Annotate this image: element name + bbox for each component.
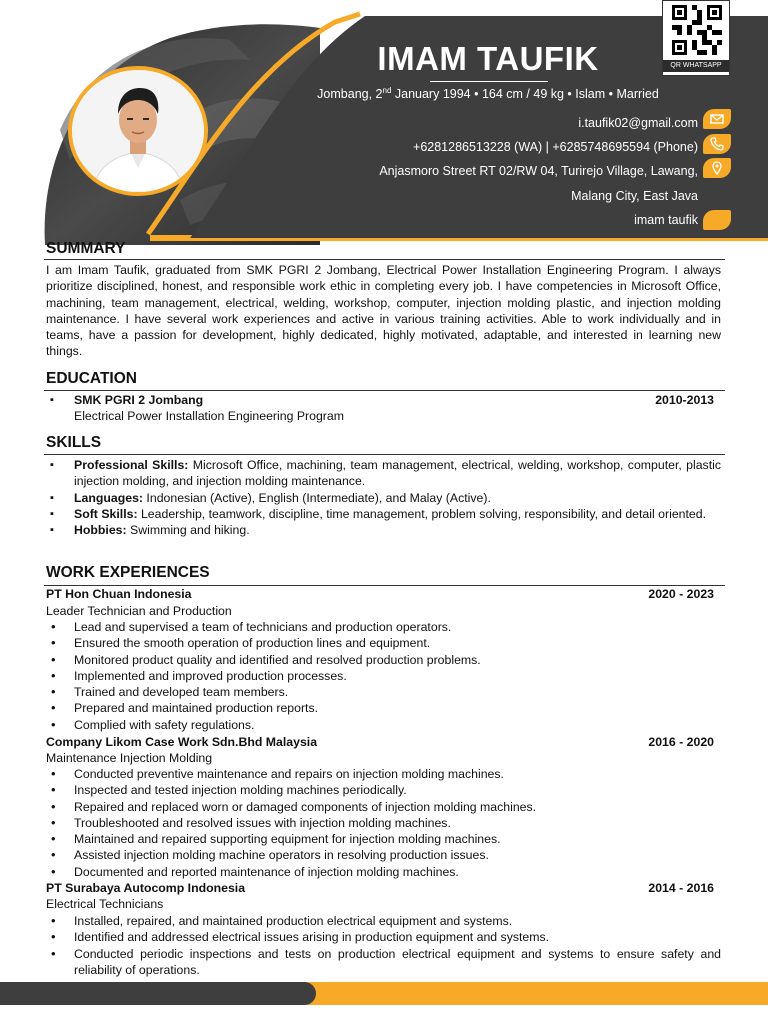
skill-text: Indonesian (Active), English (Intermediate), and Malay (Active).: [143, 490, 491, 505]
skills-list: [46, 457, 721, 538]
job-years: 2014 - 2016: [648, 881, 714, 895]
duty-item: • Troubleshooted and resolved issues with injection molding machines.: [46, 815, 721, 831]
skill-label: Soft Skills:: [74, 506, 138, 521]
skill-label: Professional Skills:: [74, 458, 189, 472]
education-heading: EDUCATION: [46, 370, 137, 387]
job-role: Electrical Technicians: [46, 897, 164, 911]
birth-sup: nd: [382, 86, 392, 95]
phone-text[interactable]: +6281286513228 (WA) | +6285748695594 (Phone): [413, 140, 698, 154]
skill-item: [46, 490, 721, 506]
company-name: PT Surabaya Autocomp Indonesia: [46, 881, 246, 895]
summary-text: I am Imam Taufik, graduated from SMK PGRI 2 Jombang, Electrical Power Installation Engineering Program. I always prioritize disciplined, honest, and responsible work ethic in completing every job. I have competencies in Microsoft Office, machining, team management, electrical, welding, workshop, computer, injection molding plastic, and injection molding maintenance. I have several work experiences and active in various training activities. Able to work individually and in teams, have a passion for development, highly dedicated, highly motivated, adaptable, and interested in learning new things.: [46, 263, 721, 359]
email-icon: [703, 109, 731, 129]
duty-item: • Conducted preventive maintenance and repairs on injection molding machines.: [46, 766, 721, 782]
duty-item: • Installed, repaired, and maintained production electrical equipment and systems.: [46, 913, 721, 929]
phone-icon: [703, 134, 731, 154]
address-line1: Anjasmoro Street RT 02/RW 04, Turirejo Village, Lawang,: [379, 164, 698, 178]
profile-photo: [68, 66, 208, 196]
personal-details: January 1994 • 164 cm / 49 kg • Islam • Married: [391, 87, 659, 102]
duty-item: • Documented and reported maintenance of injection molding machines.: [46, 864, 721, 880]
skill-label: Hobbies:: [74, 523, 127, 538]
job-role: Leader Technician and Production: [46, 604, 232, 618]
social-icon: [703, 210, 731, 230]
qr-code[interactable]: [662, 0, 730, 76]
company-name: PT Hon Chuan Indonesia: [46, 587, 192, 601]
skill-item: [46, 457, 721, 490]
social-handle[interactable]: imam taufik: [634, 213, 698, 227]
location-pin-icon: [703, 158, 731, 178]
job-header: [46, 586, 714, 602]
education-item: [46, 392, 721, 408]
job-duties: [46, 619, 721, 733]
duty-item: • Implemented and improved production processes.: [46, 668, 721, 684]
duty-item: • Identified and addressed electrical issues arising in production equipment and systems.: [46, 929, 721, 945]
education-program: Electrical Power Installation Engineering Program: [74, 409, 344, 423]
duty-item: • Inspected and tested injection molding machines periodically.: [46, 782, 721, 798]
birth-place: Jombang, 2: [317, 87, 383, 102]
skill-text: Microsoft Office, machining, team management, electrical, welding, workshop, computer, plastic injection molding, and injection molding maintenance.: [74, 458, 721, 489]
qr-label: QR WHATSAPP: [663, 60, 729, 72]
skills-heading: SKILLS: [46, 434, 102, 451]
work-heading: WORK EXPERIENCES: [46, 564, 210, 581]
qr-code-icon: [672, 5, 722, 55]
skill-item: [46, 506, 721, 522]
summary-divider: [44, 259, 725, 260]
skill-text: Leadership, teamwork, discipline, time management, problem solving, responsibility, and detail oriented.: [137, 506, 707, 521]
job-header: [46, 734, 714, 750]
education-divider: [44, 390, 725, 391]
skills-divider: [44, 454, 725, 455]
education-list: [46, 392, 721, 408]
footer-bar-dark: [0, 982, 316, 1005]
school-name: SMK PGRI 2 Jombang: [74, 393, 204, 407]
duty-item: • Prepared and maintained production reports.: [46, 700, 721, 716]
job-years: 2020 - 2023: [648, 587, 714, 601]
personal-info: [300, 86, 676, 101]
skill-text: Swimming and hiking.: [126, 523, 250, 538]
job-duties: [46, 766, 721, 880]
duty-item: • Trained and developed team members.: [46, 684, 721, 700]
duty-item: • Complied with safety regulations.: [46, 717, 721, 733]
job-header: [46, 880, 714, 896]
person-avatar-icon: [72, 70, 204, 192]
job-role: Maintenance Injection Molding: [46, 751, 213, 765]
skill-label: Languages:: [74, 490, 144, 505]
job-duties: [46, 913, 721, 978]
company-name: Company Likom Case Work Sdn.Bhd Malaysia: [46, 735, 318, 749]
duty-item: • Conducted periodic inspections and tests on production electrical equipment and systems to ensure safety and reliability of operations.: [46, 946, 721, 979]
education-years: 2010-2013: [655, 393, 714, 407]
name-underline: [430, 81, 548, 82]
job-years: 2016 - 2020: [648, 735, 714, 749]
summary-heading: SUMMARY: [46, 240, 126, 257]
email-text[interactable]: i.taufik02@gmail.com: [578, 116, 698, 130]
duty-item: • Maintained and repaired supporting equipment for injection molding machines.: [46, 831, 721, 847]
duty-item: • Ensured the smooth operation of production lines and equipment.: [46, 635, 721, 651]
address-line2: Malang City, East Java: [571, 189, 698, 203]
duty-item: • Monitored product quality and identified and resolved production problems.: [46, 652, 721, 668]
duty-item: • Lead and supervised a team of technicians and production operators.: [46, 619, 721, 635]
duty-item: • Assisted injection molding machine operators in resolving production issues.: [46, 847, 721, 863]
candidate-name: IMAM TAUFIK: [377, 40, 599, 77]
footer-bar-accent: [296, 982, 768, 1005]
skill-item: [46, 522, 721, 538]
duty-item: • Repaired and replaced worn or damaged components of injection molding machines.: [46, 799, 721, 815]
